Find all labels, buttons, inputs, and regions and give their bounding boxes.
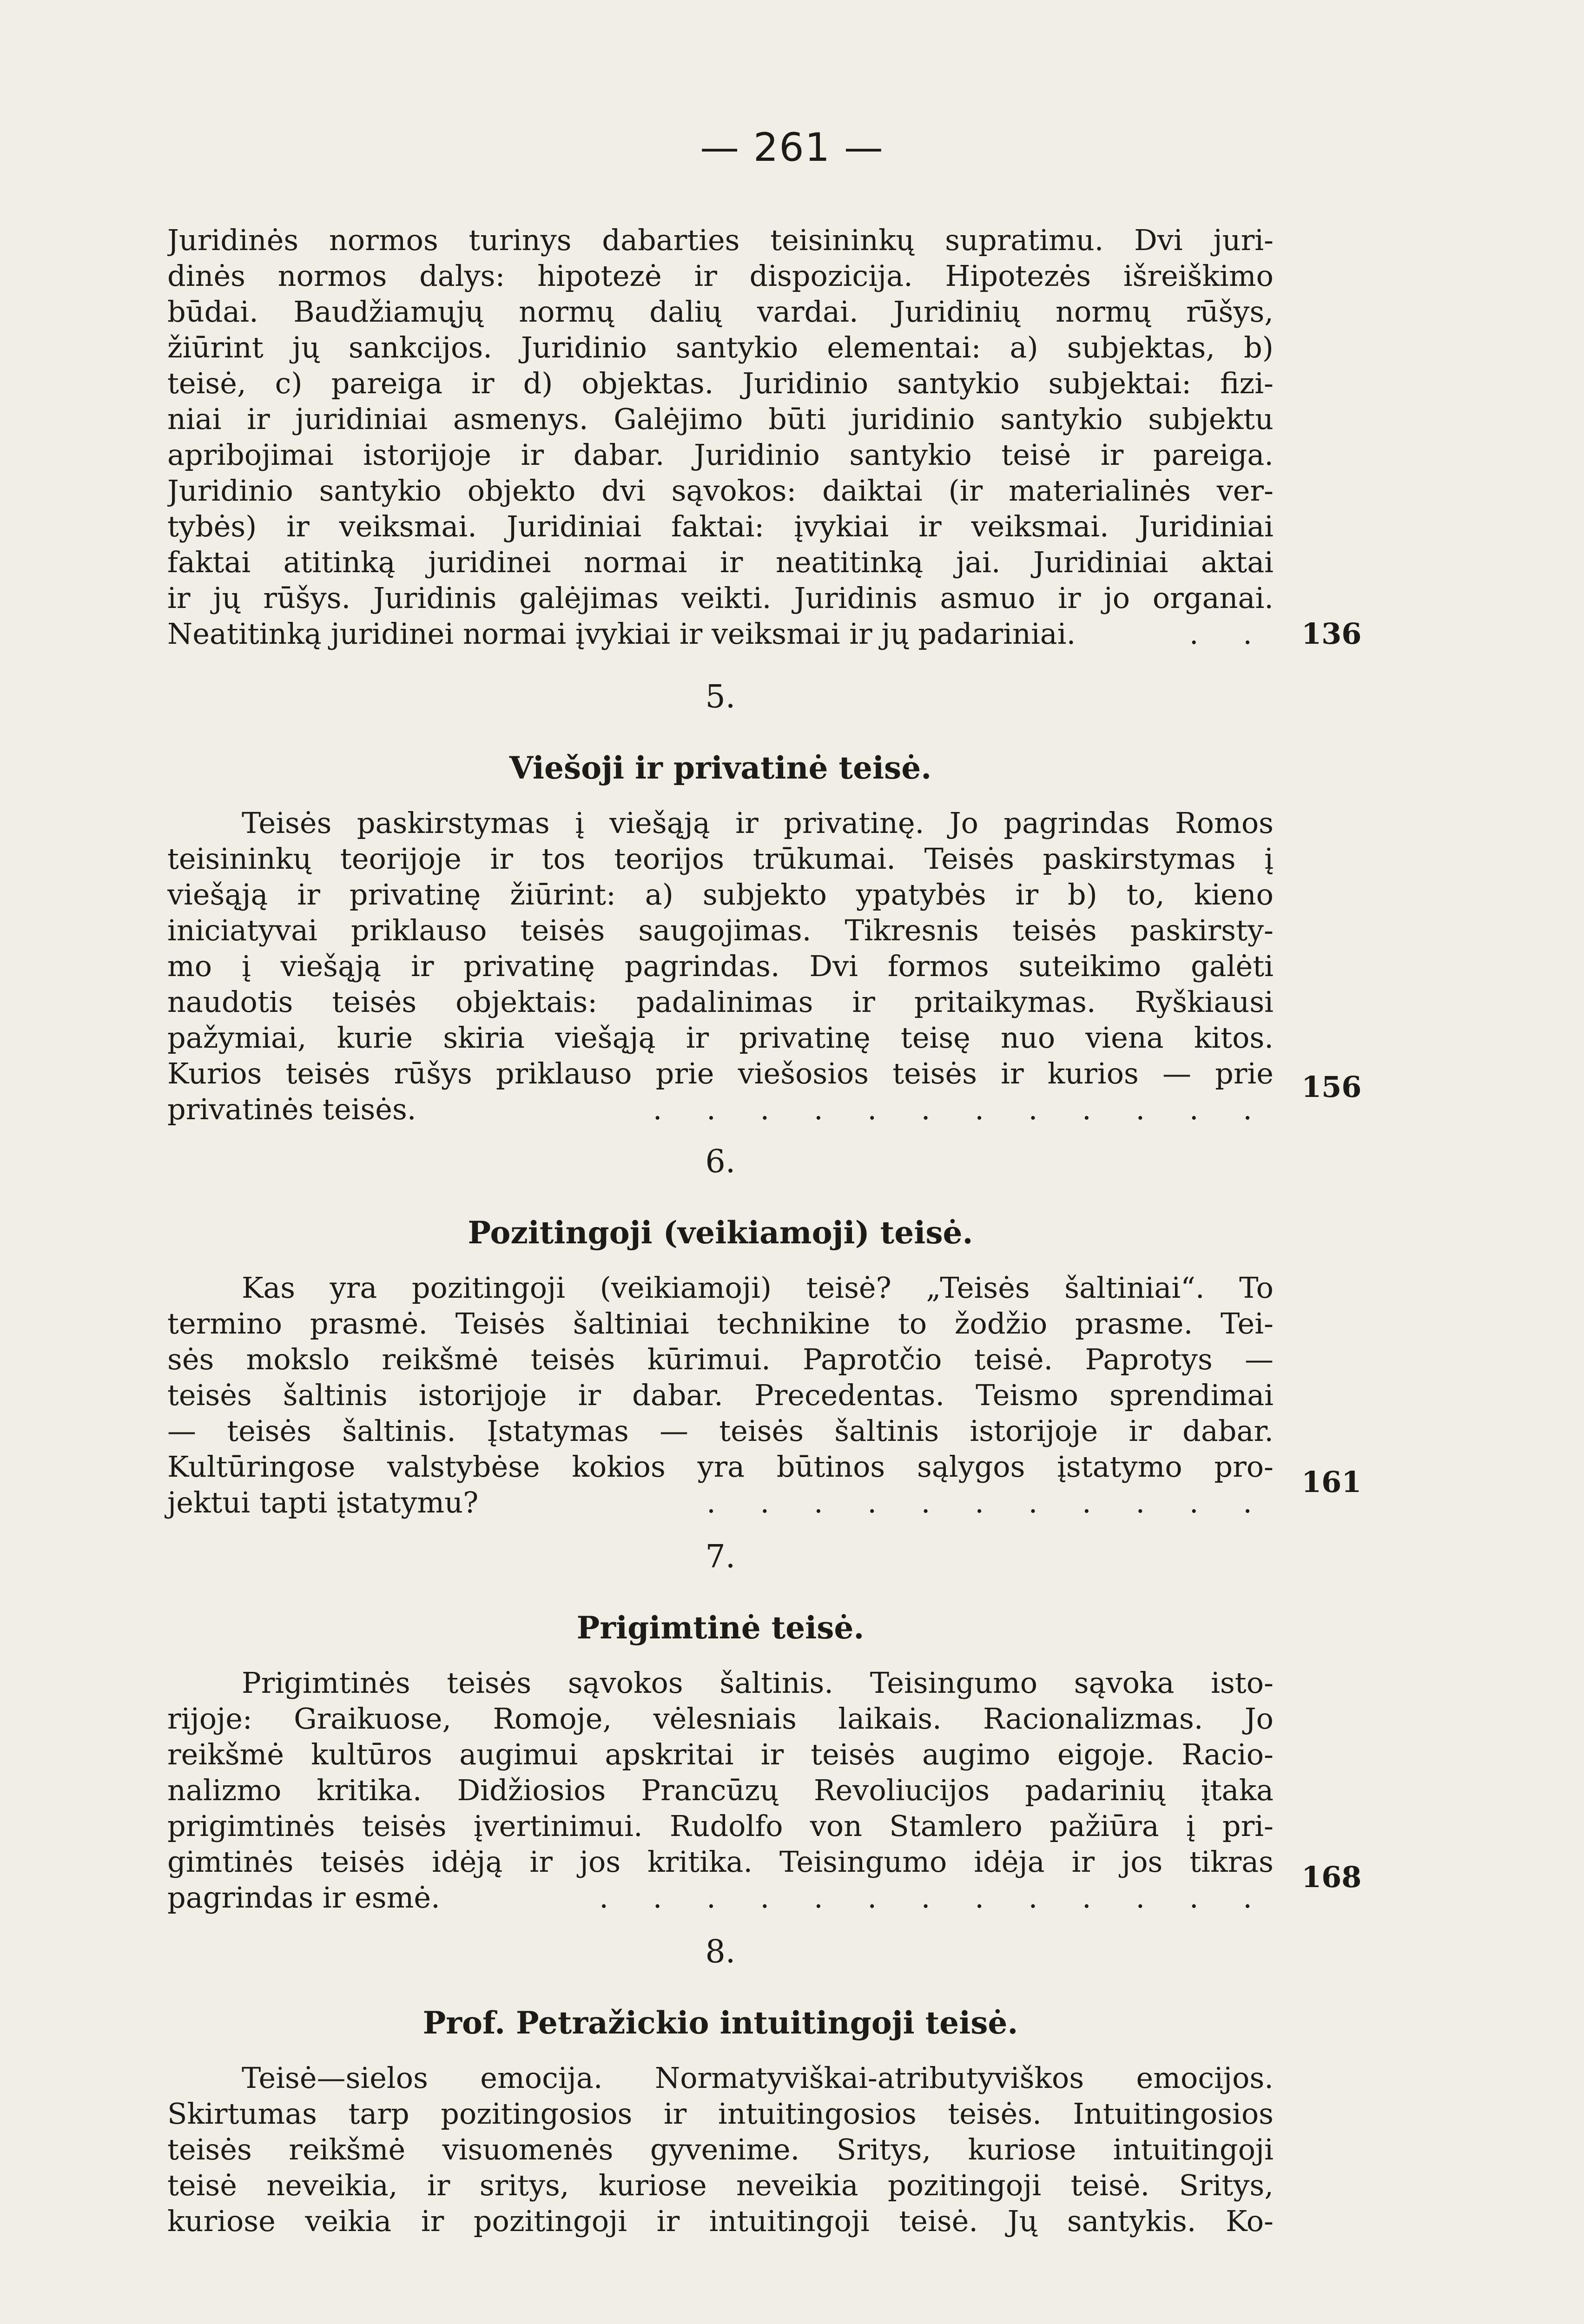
section-body [167,222,1274,652]
text-line: teisės reikšmė visuomenės gyvenime. Sritys, kuriose intuitingoji [167,2133,1274,2166]
section-5 [167,679,1274,1127]
section-8 [167,1934,1274,2239]
section-title: Viešoji ir privatinė teisė. [509,750,932,786]
dot-leaders: . . . . . . . . . . . . [653,1092,1270,1126]
text-line: būdai. Baudžiamųjų normų dalių vardai. Juridinių normų rūšys, [167,295,1274,329]
text-line: sės mokslo reikšmė teisės kūrimui. Paprotčio teisė. Paprotys — [167,1342,1274,1376]
section-body [167,2060,1274,2239]
text-line: Kurios teisės rūšys priklauso prie viešosios teisės ir kurios — prie [167,1056,1274,1090]
page-reference: 168 [1301,1860,1362,1894]
text-line: Skirtumas tarp pozitingosios ir intuitingosios teisės. Intuitingosios [167,2097,1274,2131]
text-line: apribojimai istorijoje ir dabar. Juridinio santykio teisė ir pareiga. [167,438,1274,472]
section-body [167,1665,1274,1915]
section-number: 6. [705,1143,736,1180]
text-line: faktai atitinką juridinei normai ir neatitinką jai. Juridiniai aktai [167,545,1274,579]
section-title: Pozitingoji (veikiamoji) teisė. [468,1215,973,1251]
section-body [167,805,1274,1127]
text-line: jektui tapti įstatymu? [167,1486,479,1519]
section-number: 8. [705,1934,736,1970]
text-line: viešąją ir privatinę žiūrint: a) subjekto ypatybės ir b) to, kieno [167,878,1274,911]
page-reference: 156 [1301,1070,1362,1104]
text-line: Teisės paskirstymas į viešąją ir privatinę. Jo pagrindas Romos [242,806,1274,840]
page-reference: 161 [1301,1465,1362,1499]
section-continuation [167,222,1274,652]
text-line: naudotis teisės objektais: padalinimas ir pritaikymas. Ryškiausi [167,985,1274,1019]
text-line: Neatitinką juridinei normai įvykiai ir veiksmai ir jų padariniai. [167,617,1076,651]
page-number: — 261 — [700,125,884,170]
text-line: dinės normos dalys: hipotezė ir dispozicija. Hipotezės išreiškimo [167,259,1274,293]
section-title: Prigimtinė teisė. [576,1610,865,1646]
section-number: 7. [705,1538,736,1575]
text-line: Juridinio santykio objekto dvi sąvokos: daiktai (ir materialinės ver- [167,474,1274,508]
text-line: teisė, c) pareiga ir d) objektas. Juridinio santykio subjektai: fizi- [167,366,1274,400]
text-line: mo į viešąją ir privatinę pagrindas. Dvi formos suteikimo galėti [167,949,1274,983]
text-line: iniciatyvai priklauso teisės saugojimas. Tikresnis teisės paskirsty- [167,913,1274,947]
section-6 [167,1143,1274,1520]
page-reference: 136 [1301,617,1362,651]
section-7 [167,1538,1274,1915]
section-number: 5. [705,679,736,715]
text-line: Juridinės normos turinys dabarties teisininkų supratimu. Dvi juri- [167,223,1274,257]
text-line: pagrindas ir esmė. [167,1881,440,1915]
text-line: — teisės šaltinis. Įstatymas — teisės šaltinis istorijoje ir dabar. [167,1414,1274,1448]
text-line: kuriose veikia ir pozitingoji ir intuitingoji teisė. Jų santykis. Ko- [167,2204,1274,2238]
text-line: privatinės teisės. [167,1092,416,1126]
text-line: termino prasmė. Teisės šaltiniai technikine to žodžio prasme. Tei- [167,1307,1274,1340]
text-line: Teisė—sielos emocija. Normatyviškai-atributyviškos emocijos. [242,2061,1274,2095]
final-line [167,1880,1274,1915]
text-line: Kultūringose valstybėse kokios yra būtinos sąlygos įstatymo pro- [167,1450,1274,1484]
text-line: niai ir juridiniai asmenys. Galėjimo būti juridinio santykio subjektu [167,402,1274,436]
text-line: žiūrint jų sankcijos. Juridinio santykio elementai: a) subjektas, b) [167,330,1274,364]
text-line: reikšmė kultūros augimui apskritai ir teisės augimo eigoje. Racio- [167,1737,1274,1771]
text-line: nalizmo kritika. Didžiosios Prancūzų Revoliucijos padarinių įtaka [167,1773,1274,1807]
text-line: pažymiai, kurie skiria viešąją ir privatinę teisę nuo viena kitos. [167,1021,1274,1055]
text-line: prigimtinės teisės įvertinimui. Rudolfo von Stamlero pažiūra į pri- [167,1809,1274,1843]
text-line: rijoje: Graikuose, Romoje, vėlesniais laikais. Racionalizmas. Jo [167,1702,1274,1736]
text-line: Prigimtinės teisės sąvokos šaltinis. Teisingumo sąvoka isto- [242,1666,1274,1700]
section-title: Prof. Petražickio intuitingoji teisė. [422,2005,1018,2041]
dot-leaders: . . [1189,617,1270,651]
dot-leaders: . . . . . . . . . . . . . [599,1881,1270,1915]
final-line [167,1485,1274,1520]
text-line: ir jų rūšys. Juridinis galėjimas veikti. Juridinis asmuo ir jo organai. [167,581,1274,615]
text-line: teisininkų teorijoje ir tos teorijos trūkumai. Teisės paskirstymas į [167,842,1274,876]
final-line [167,1091,1274,1127]
section-body [167,1270,1274,1520]
text-line: tybės) ir veiksmai. Juridiniai faktai: įvykiai ir veiksmai. Juridiniai [167,509,1274,543]
final-line [167,616,1274,652]
text-line: teisės šaltinis istorijoje ir dabar. Precedentas. Teismo sprendimai [167,1378,1274,1412]
dot-leaders: . . . . . . . . . . . [706,1486,1270,1519]
text-line: teisė neveikia, ir sritys, kuriose neveikia pozitingoji teisė. Sritys, [167,2168,1274,2202]
text-line: Kas yra pozitingoji (veikiamoji) teisė? „Teisės šaltiniai“. To [242,1271,1274,1305]
text-line: gimtinės teisės idėją ir jos kritika. Teisingumo idėja ir jos tikras [167,1845,1274,1879]
